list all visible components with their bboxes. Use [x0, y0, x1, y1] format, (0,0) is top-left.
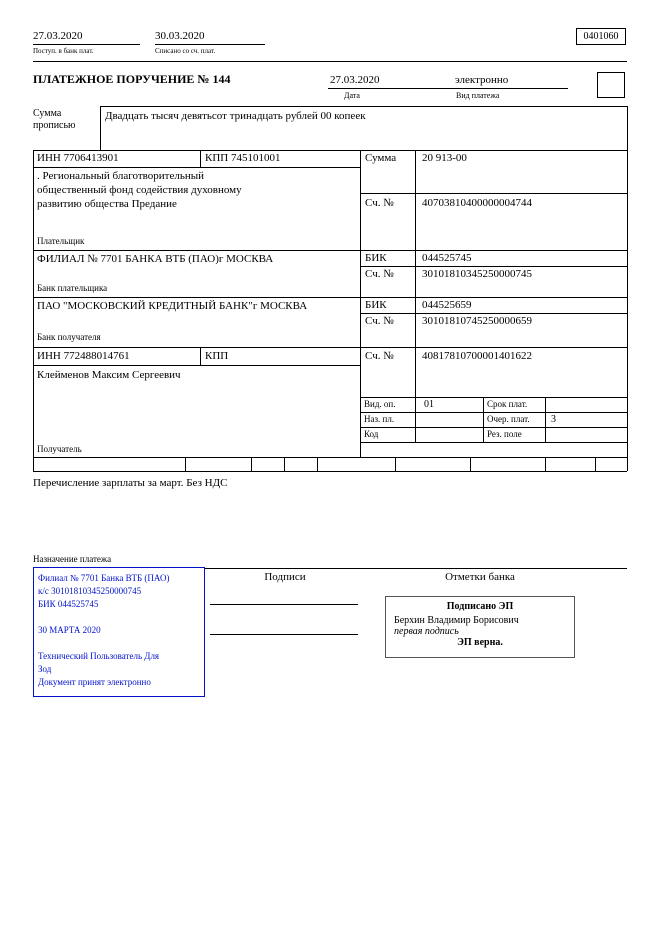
- grid-line: [360, 150, 361, 457]
- grid-line: [33, 457, 627, 458]
- grid-line: [595, 457, 596, 471]
- payee-kpp-label: КПП: [205, 350, 229, 362]
- payee-bank-account: 30101810745250000659: [422, 315, 532, 327]
- grid-line: [360, 442, 627, 443]
- payee-name: Клейменов Максим Сергеевич: [37, 369, 181, 381]
- payee-account: 40817810700001401622: [422, 350, 532, 362]
- payer-name-line: общественный фонд содействия духовному: [37, 184, 242, 196]
- payer-kpp: КПП 745101001: [205, 152, 281, 164]
- grid-line: [317, 457, 318, 471]
- grid-line: [545, 397, 546, 442]
- grid-line: [200, 150, 201, 167]
- payee-label: Получатель: [37, 444, 82, 454]
- received-date: 27.03.2020: [33, 30, 83, 42]
- grid-line: [360, 266, 627, 267]
- payer-name-line: . Региональный благотворительный: [37, 170, 204, 182]
- stamp-line: Технический Пользователь Для: [38, 651, 160, 661]
- date-label: Дата: [344, 91, 360, 100]
- grid-line: [251, 457, 252, 471]
- signature-kind: первая подпись: [394, 626, 459, 637]
- electronic-signature-box: [385, 596, 575, 658]
- document-date: 27.03.2020: [330, 74, 380, 86]
- grid-line: [627, 106, 628, 471]
- debited-date-label: Списано со сч. плат.: [155, 47, 216, 55]
- grid-line: [33, 167, 360, 168]
- payer-bank-label: Банк плательщика: [37, 283, 108, 293]
- debited-date-underline: [155, 44, 265, 45]
- grid-line: [360, 412, 627, 413]
- priority-label: Очер. плат.: [487, 414, 530, 424]
- due-date-label: Срок плат.: [487, 399, 528, 409]
- bank-stamp-box: [33, 567, 205, 697]
- payer-bank-account: 30101810345250000745: [422, 268, 532, 280]
- payee-bank-label: Банк получателя: [37, 332, 101, 342]
- payer-bank-name: ФИЛИАЛ № 7701 БАНКА ВТБ (ПАО)г МОСКВА: [37, 253, 274, 265]
- received-date-underline: [33, 44, 140, 45]
- document-title: ПЛАТЕЖНОЕ ПОРУЧЕНИЕ № 144: [33, 72, 231, 86]
- stamp-line: к/с 30101810345250000745: [38, 586, 142, 596]
- payer-account-label: Сч. №: [365, 197, 394, 209]
- amount-words-label-2: прописью: [33, 120, 76, 131]
- sum-value: 20 913-00: [422, 152, 467, 164]
- payer-name-line: развитию общества Предание: [37, 198, 177, 210]
- payer-bank-bik-label: БИК: [365, 252, 387, 264]
- op-kind-label: Вид. оп.: [364, 399, 396, 409]
- payee-bank-bik: 044525659: [422, 299, 472, 311]
- op-kind-value: 01: [424, 399, 434, 410]
- priority-value: 3: [551, 414, 556, 425]
- payer-bank-account-label: Сч. №: [365, 268, 394, 280]
- sum-label: Сумма: [365, 152, 397, 164]
- signature-verified: ЭП верна.: [457, 637, 503, 648]
- payer-account: 40703810400000004744: [422, 197, 532, 209]
- payment-kind-value: электронно: [455, 74, 509, 86]
- form-code-box: 0401060: [576, 28, 626, 45]
- signer-name: Берхин Владимир Борисович: [394, 615, 519, 626]
- bank-marks-label: Отметки банка: [445, 571, 515, 583]
- stamp-line: Филиал № 7701 Банка ВТБ (ПАО): [38, 573, 170, 583]
- grid-line: [33, 297, 627, 298]
- received-date-label: Поступ. в банк плат.: [33, 47, 94, 55]
- grid-line: [360, 397, 627, 398]
- payer-inn: ИНН 7706413901: [37, 152, 119, 164]
- grid-line: [100, 106, 101, 150]
- payment-kind-label: Вид платежа: [456, 91, 500, 100]
- title-row-underline: [328, 88, 568, 89]
- grid-line: [33, 150, 627, 151]
- signed-title: Подписано ЭП: [446, 601, 514, 612]
- grid-line: [360, 193, 627, 194]
- stamp-line: БИК 044525745: [38, 599, 99, 609]
- top-rule: [33, 61, 627, 62]
- signature-line: [210, 604, 358, 605]
- stamp-line: Документ принят электронно: [38, 677, 151, 687]
- grid-line: [395, 457, 396, 471]
- purpose-text: Перечисление зарплаты за март. Без НДС: [33, 477, 228, 489]
- grid-line: [360, 313, 627, 314]
- grid-line: [200, 347, 201, 365]
- amount-words-label-1: Сумма: [33, 108, 62, 119]
- payer-label: Плательщик: [37, 236, 85, 246]
- grid-line: [284, 457, 285, 471]
- reserve-label: Рез. поле: [487, 429, 522, 439]
- code-label: Код: [364, 429, 379, 439]
- payee-bank-account-label: Сч. №: [365, 315, 394, 327]
- payee-bank-name: ПАО "МОСКОВСКИЙ КРЕДИТНЫЙ БАНК"г МОСКВА: [37, 300, 308, 312]
- grid-line: [185, 457, 186, 471]
- stamp-line: [38, 611, 200, 624]
- grid-line: [100, 106, 627, 107]
- payee-account-label: Сч. №: [365, 350, 394, 362]
- signatures-label: Подписи: [264, 571, 306, 583]
- grid-line: [360, 427, 627, 428]
- status-box: [597, 72, 625, 98]
- amount-words-text: Двадцать тысяч девятьсот тринадцать рублей 00 копеек: [105, 110, 366, 122]
- grid-line: [33, 250, 627, 251]
- grid-line: [33, 365, 360, 366]
- purpose-code-label: Наз. пл.: [364, 414, 395, 424]
- stamp-line: [38, 637, 200, 650]
- purpose-label: Назначение платежа: [33, 554, 112, 564]
- grid-line: [483, 397, 484, 442]
- payer-bank-bik: 044525745: [422, 252, 472, 264]
- payee-bank-bik-label: БИК: [365, 299, 387, 311]
- grid-line: [545, 457, 546, 471]
- debited-date: 30.03.2020: [155, 30, 205, 42]
- stamp-line: 30 МАРТА 2020: [38, 625, 101, 635]
- grid-line: [33, 347, 627, 348]
- grid-line: [470, 457, 471, 471]
- grid-line: [33, 471, 627, 472]
- payee-inn: ИНН 772488014761: [37, 350, 130, 362]
- grid-line: [33, 150, 34, 471]
- stamp-line: Зод: [38, 664, 52, 674]
- signature-line: [210, 634, 358, 635]
